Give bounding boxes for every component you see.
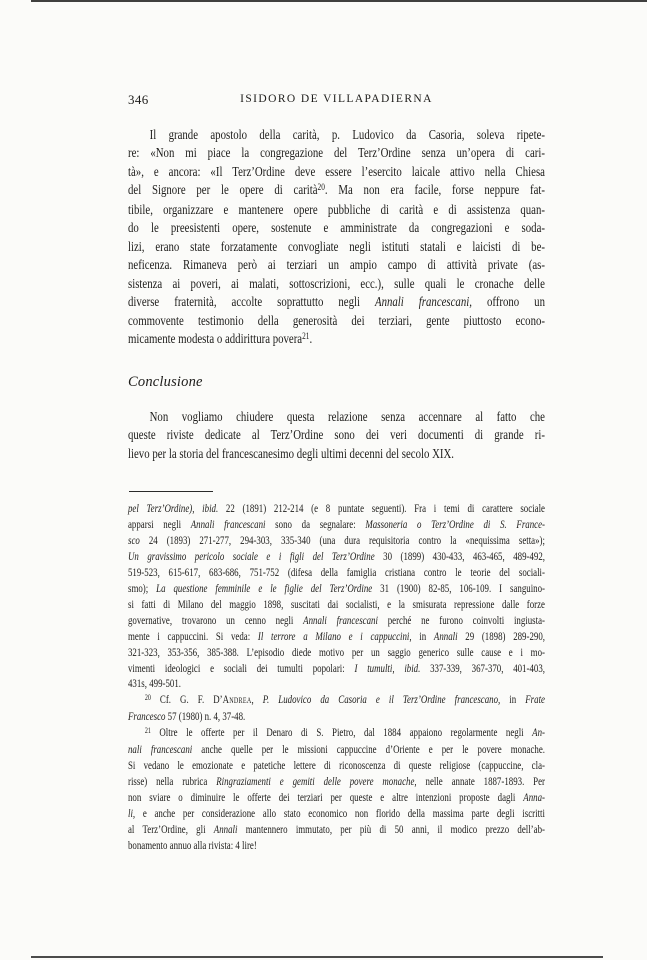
text-run: non sviare o diminuire le offerte dei terziari per queste e altre intenzioni proposte dagli [128, 791, 524, 805]
text-run: 321-323, 353-356, 385-388. L’episodio diede motivo per un saggio generico sulle cause e i mo- [128, 645, 545, 659]
text-line [128, 202, 545, 220]
paragraph-conclusion [128, 409, 545, 464]
text-line [128, 790, 545, 806]
text-run: tibile, organizzare e mantenere opere pubbliche di carità e di assistenza quan- [128, 202, 545, 218]
text-run: Il grande apostolo della carità, p. Ludovico da Casoria, soleva ripete- [149, 128, 545, 143]
footnotes-block [128, 501, 545, 854]
text-run: Massoneria o Terz’Ordine di S. France- [365, 517, 545, 531]
text-line [128, 692, 545, 709]
text-run: nelle annate 1887-1893. Per [416, 775, 545, 789]
text-line [128, 427, 545, 445]
text-run: anche quelle per le missioni cappuccine d’Oriente e per le povere monache. [192, 743, 545, 757]
text-line [128, 549, 545, 565]
text-line [128, 806, 545, 822]
text-line [128, 725, 545, 742]
text-run: Annali francescani [303, 613, 378, 627]
text-run: Annali francescani [190, 517, 266, 531]
paragraph-main [128, 127, 545, 350]
text-line [128, 822, 545, 838]
text-run: bonamento annuo alla rivista: 4 lire! [128, 839, 257, 853]
text-run: risse) nella rubrica [128, 775, 217, 789]
text-line [128, 661, 545, 677]
text-run: del Signore per le opere di carità [128, 183, 318, 199]
text-run: perché ne furono coinvolti ingiusta- [377, 613, 545, 627]
text-line [128, 257, 545, 275]
text-run: I tumulti, ibid. [354, 661, 421, 675]
text-run: Andrea [222, 693, 252, 707]
text-run: Anna- [523, 791, 545, 805]
text-run: An- [532, 726, 545, 740]
text-run: , [251, 693, 263, 707]
footnote-marker: 20 [317, 183, 325, 194]
text-run: Annali [213, 823, 238, 837]
text-run: vimenti ideologici e sociali dei tumulti popolari: [128, 661, 355, 675]
text-run: 24 (1893) 271-277, 294-303, 335-340 (una dura requisitoria contro la «nequissima setta»); [139, 533, 545, 547]
text-run: re: «Non mi piace la congregazione del Terz’Ordine senza un’opera di cari- [128, 146, 545, 162]
text-run: sono da segnalare: [265, 517, 366, 531]
text-run: lievo per la storia del francescanesimo degli ultimi decenni del secolo XIX. [128, 446, 455, 462]
text-line [128, 565, 545, 581]
text-line [128, 446, 545, 464]
text-run: Cf. G. F. D’ [150, 693, 223, 707]
text-line [128, 501, 545, 517]
text-run: mente i cappuccini. Si veda: [128, 629, 258, 643]
text-run: micamente modesta o addirittura povera [128, 331, 303, 347]
text-line [128, 145, 545, 163]
text-run: in [500, 693, 526, 707]
text-run: Un gravissimo pericolo sociale e i figli del Terz’Ordine [128, 549, 375, 563]
text-line [128, 629, 545, 645]
footnote-separator [129, 491, 213, 492]
text-run: nali francescani [128, 743, 193, 757]
text-run: Francesco [128, 710, 166, 724]
text-line [128, 676, 545, 692]
text-run: 337-339, 367-370, 401-403, [420, 661, 545, 675]
text-line [128, 742, 545, 758]
text-run: . [309, 331, 313, 347]
page-number: 346 [128, 92, 149, 107]
text-run: Non vogliamo chiudere questa relazione senza accennare al fatto che [149, 410, 545, 425]
text-run: e anche per considerazione allo stato economico non florido della massima parte degli iscritti [135, 807, 545, 821]
text-run: Frate [525, 693, 545, 707]
text-run: do le preesistenti opere, sostenute e amministrate da congregazioni e soda- [128, 221, 545, 237]
text-run: Ringraziamenti e gemiti delle povere monache, [216, 775, 417, 789]
text-run: li, [128, 807, 136, 821]
text-run: al Terz’Ordine, gli [128, 823, 214, 837]
text-run: in [411, 629, 434, 643]
text-run: tà», e ancora: «Il Terz’Ordine deve essere l’esercito laicale attivo nella Chiesa [128, 164, 545, 180]
text-run: commovente testimonio della generosità dei terziari, gente piuttosto econo- [128, 313, 545, 329]
text-line [128, 774, 545, 790]
text-run: lizi, erano state forzatamente convogliate negli istituti statali e laicisti di be- [128, 239, 545, 255]
text-run: smo); [128, 581, 157, 595]
text-run: 519-523, 615-617, 683-686, 751-752 (difesa della famiglia cristiana contro le teorie del sociali- [128, 565, 545, 579]
footnote-marker: 21 [144, 725, 151, 735]
text-line [128, 533, 545, 549]
text-line [128, 581, 545, 597]
text-run: 431s, 499-501. [128, 677, 181, 691]
text-run: Si vedano le emozionate e patetiche lettere di riconoscenza di queste religiose (cappuccine, cla- [128, 759, 545, 773]
text-run: governative, trovarono un cenno negli [128, 613, 304, 627]
text-line [128, 517, 545, 533]
text-line [128, 709, 545, 725]
footnote-marker: 20 [144, 692, 151, 702]
text-run: Il terrore a Milano e i cappuccini, [257, 629, 412, 643]
text-run: sistenza ai poveri, ai malati, sottoscrizioni, ecc.), sulle quali le cronache delle [128, 276, 545, 292]
text-run: P. Ludovico da Casoria e il Terz’Ordine francescano, [262, 693, 501, 707]
text-line [128, 220, 545, 238]
text-run: . Ma non era facile, forse neppure fat- [324, 183, 546, 199]
text-line [128, 313, 545, 331]
text-line [128, 597, 545, 613]
text-line [128, 838, 545, 854]
text-run: apparsi negli [128, 517, 191, 531]
text-line [128, 164, 545, 182]
text-run: 31 (1900) 82-85, 106-109. I sanguino- [372, 581, 545, 595]
section-heading: Conclusione [128, 374, 203, 390]
scan-edge-top [31, 0, 647, 2]
text-run: diverse fraternità, accolte soprattutto negli [128, 295, 375, 311]
text-line [128, 294, 545, 312]
text-run: Annali francescani, [374, 295, 472, 311]
text-run: 29 (1898) 289-290, [457, 629, 545, 643]
text-line [128, 127, 545, 145]
text-run: 22 (1891) 212-214 (e 8 puntate seguenti). Fra i temi di carattere sociale [218, 502, 545, 515]
text-run: si fatti di Milano del maggio 1898, suscitati dai socialisti, e la smisurata repressione dalle forze [128, 597, 545, 611]
text-line [128, 758, 545, 774]
text-line [128, 276, 545, 294]
running-header [128, 93, 545, 105]
text-run: La questione femminile e le figlie del Terz’Ordine [156, 581, 373, 595]
text-run: Oltre le offerte per il Denaro di S. Pietro, dal 1884 appaiono regolarmente negli [150, 726, 533, 740]
text-run: offrono un [471, 295, 545, 311]
text-line [128, 613, 545, 629]
text-run: neficenza. Rimaneva però ai terziari un ampio campo di attività private (as- [128, 258, 545, 274]
scan-edge-bottom [31, 956, 603, 958]
running-title: ISIDORO DE VILLAPADIERNA [240, 93, 433, 105]
text-run: 57 (1980) n. 4, 37-48. [165, 710, 246, 724]
text-line [128, 409, 545, 427]
text-run: sco [128, 533, 140, 547]
text-line [128, 331, 545, 350]
text-run: mantennero immutato, per più di 50 anni, il modico prezzo dell’ab- [237, 823, 545, 837]
text-run: pel Terz’Ordine), ibid. [128, 502, 219, 515]
text-line [128, 645, 545, 661]
text-line [128, 239, 545, 257]
text-run: Annali [433, 629, 458, 643]
text-line [128, 182, 545, 201]
text-run: 30 (1899) 430-433, 463-465, 489-492, [374, 549, 545, 563]
text-run: queste riviste dedicate al Terz’Ordine sono dei veri documenti di grande ri- [128, 428, 545, 444]
footnote-marker: 21 [302, 331, 310, 342]
